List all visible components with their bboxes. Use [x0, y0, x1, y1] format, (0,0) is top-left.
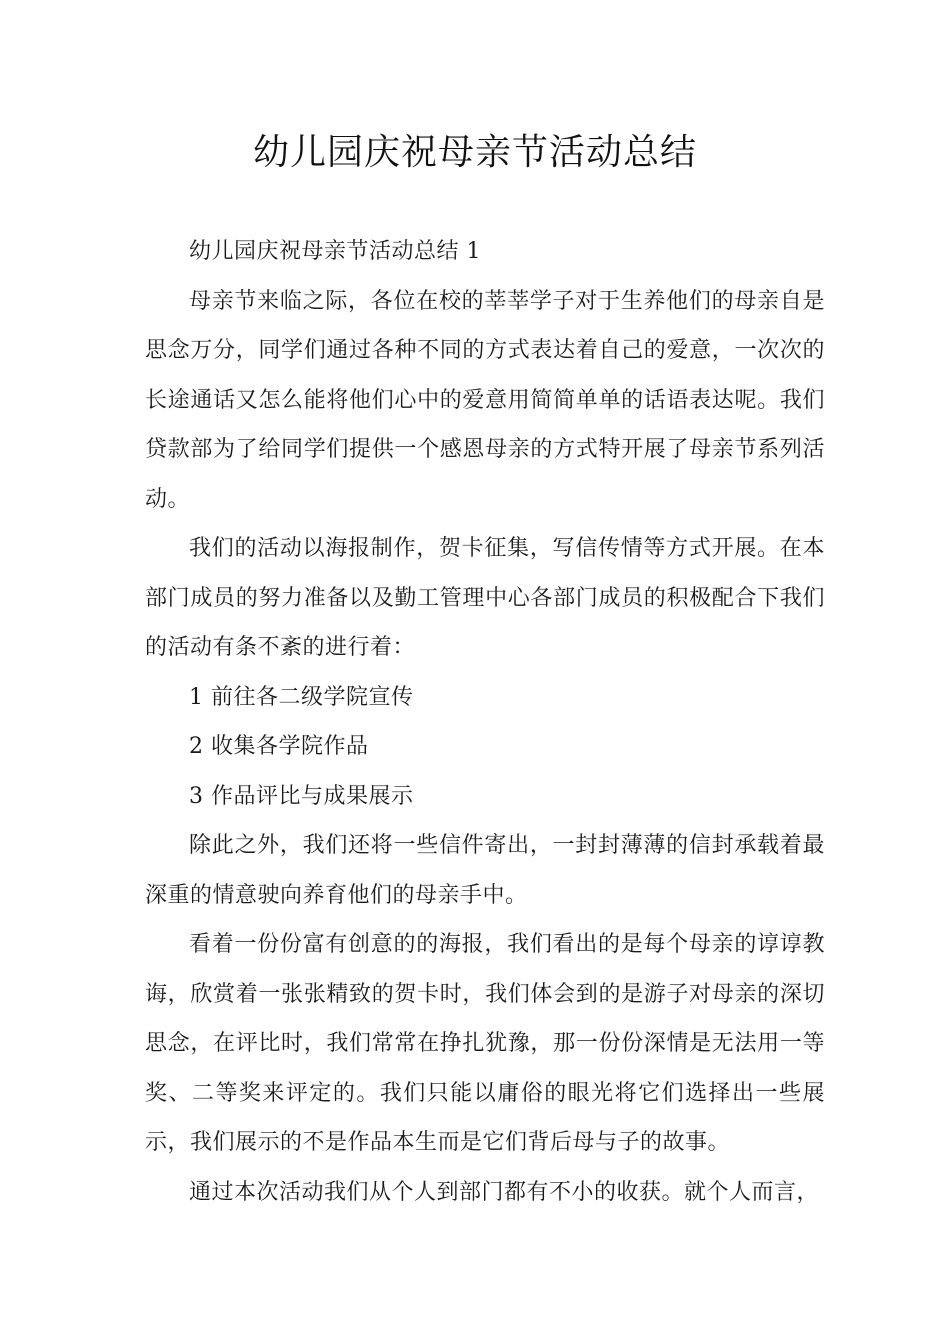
list-item: 1 前往各二级学院宣传 — [189, 684, 414, 710]
document-title: 幼儿园庆祝母亲节活动总结 — [252, 132, 697, 173]
list-item: 3 作品评比与成果展示 — [189, 783, 414, 809]
document-body — [145, 227, 825, 1217]
paragraph: 通过本次活动我们从个人到部门都有不小的收获。就个人而言， — [189, 1179, 820, 1205]
list-item: 2 收集各学院作品 — [189, 734, 369, 759]
paragraph: 看着一份份富有创意的的海报，我们看出的是每个母亲的谆谆教诲，欣赏着一张张精致的贺卡时，我们体会到的是游子对母亲的深切思念，在评比时，我们常常在挣扎犹豫，那一份份深情是无法用一等奖、二等奖来评定的。我们只能以庸俗的眼光将它们选择出一些展示，我们展示的不是作品本生而是它们背后母与子的故事。 — [145, 932, 825, 1155]
subheading: 幼儿园庆祝母亲节活动总结 1 — [189, 239, 481, 264]
paragraph: 母亲节来临之际，各位在校的莘莘学子对于生养他们的母亲自是思念万分，同学们通过各种不同的方式表达着自己的爱意，一次次的长途通话又怎么能将他们心中的爱意用简简单单的话语表达呢。我们贷款部为了给同学们提供一个感恩母亲的方式特开展了母亲节系列活动。 — [145, 288, 825, 512]
paragraph: 我们的活动以海报制作，贺卡征集，写信传情等方式开展。在本部门成员的努力准备以及勤工管理中心各部门成员的积极配合下我们的活动有条不紊的进行着： — [145, 536, 825, 660]
paragraph: 除此之外，我们还将一些信件寄出，一封封薄薄的信封承载着最深重的情意驶向养育他们的母亲手中。 — [145, 833, 825, 908]
